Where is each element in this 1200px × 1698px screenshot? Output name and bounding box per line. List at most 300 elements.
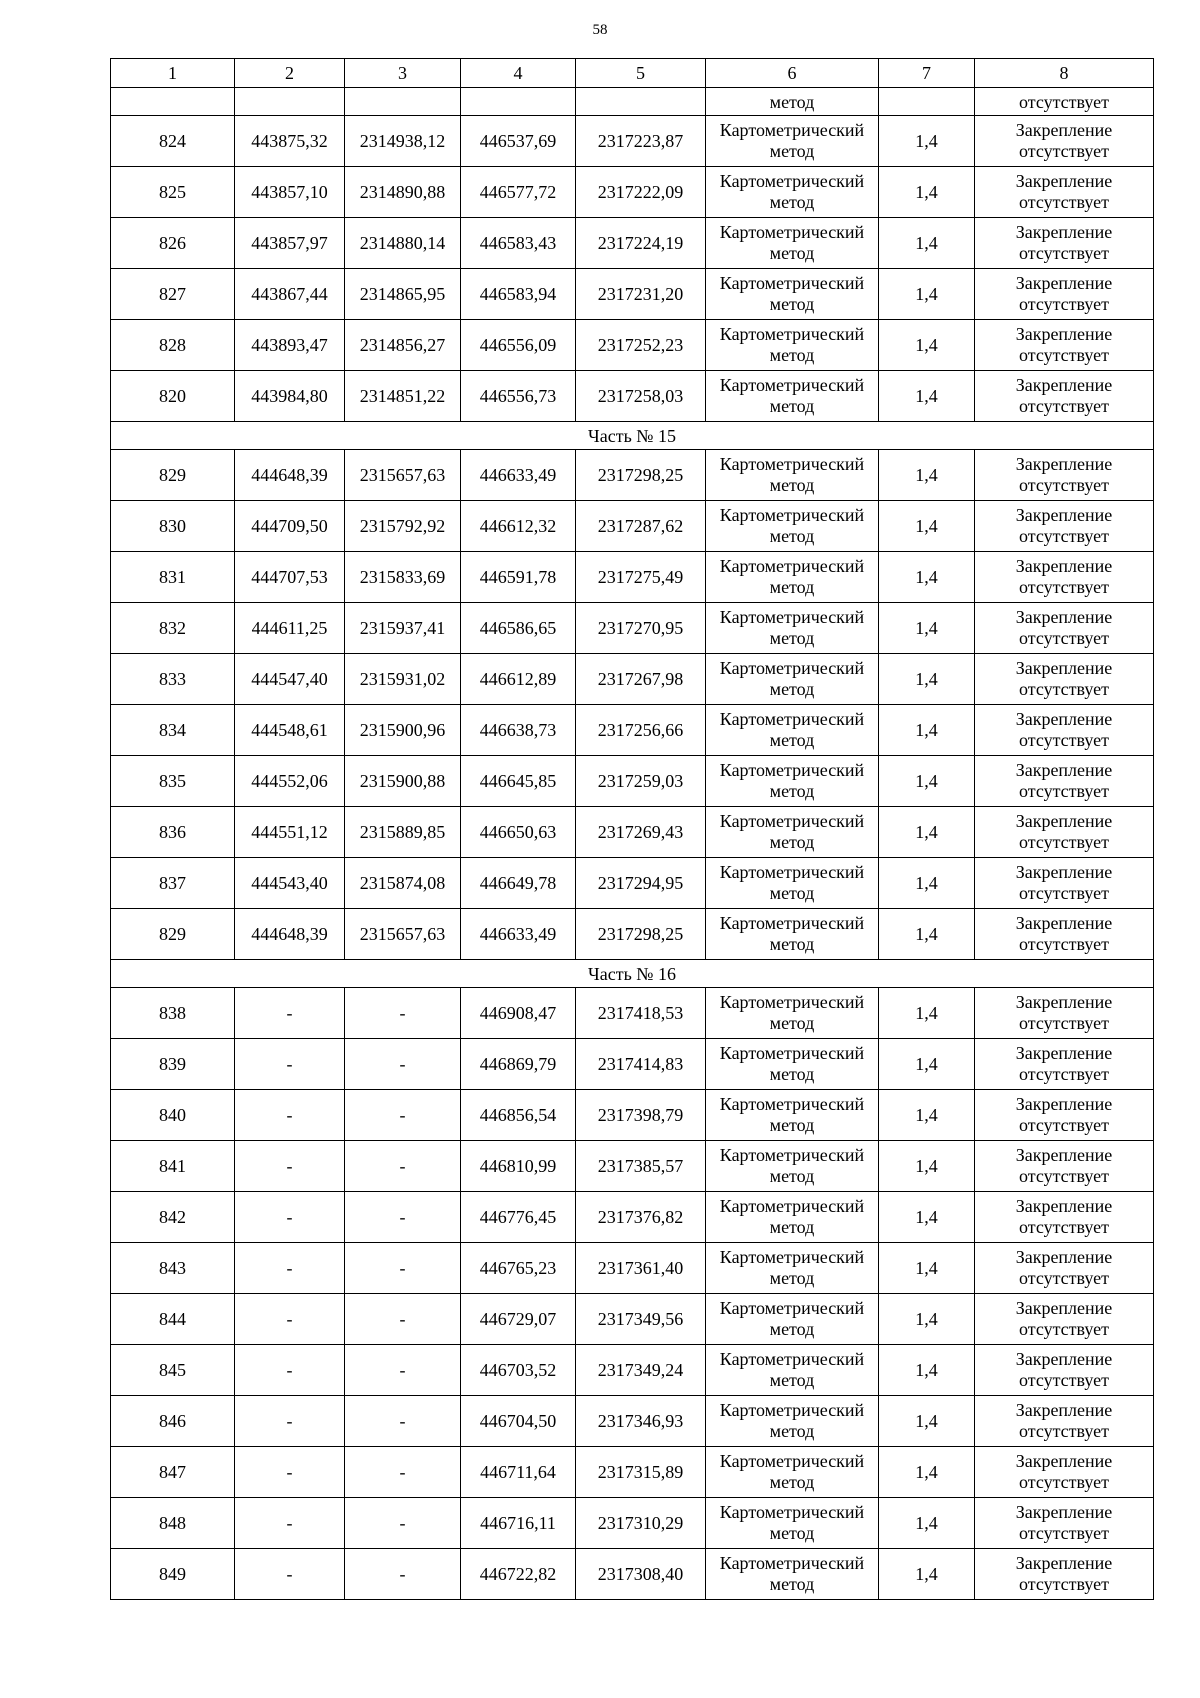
y-old-cell: 2315833,69: [345, 552, 461, 603]
y-old-cell: 2315657,63: [345, 909, 461, 960]
fixing-line: Закрепление: [1015, 171, 1113, 191]
point-number-cell: 845: [111, 1345, 235, 1396]
table-row: [111, 450, 1154, 501]
fixing-cell: [975, 1090, 1154, 1141]
fixing-line: Закрепление: [1015, 1553, 1113, 1573]
table-row: [111, 1396, 1154, 1447]
y-new-cell: 2317223,87: [576, 116, 706, 167]
method-line: метод: [769, 475, 815, 495]
fixing-cell: [975, 167, 1154, 218]
column-header: 1: [111, 59, 235, 88]
y-new-cell: 2317376,82: [576, 1192, 706, 1243]
method-line: метод: [769, 1064, 815, 1084]
y-new-cell: 2317252,23: [576, 320, 706, 371]
fixing-line: отсутствует: [1018, 475, 1110, 495]
x-new-cell: 446649,78: [461, 858, 576, 909]
method-line: метод: [769, 832, 815, 852]
method-line: Картометрический: [719, 505, 865, 525]
method-line: Картометрический: [719, 273, 865, 293]
method-line: метод: [769, 243, 815, 263]
x-old-cell: -: [235, 1396, 345, 1447]
table-cell: [111, 88, 235, 116]
accuracy-cell: 1,4: [879, 450, 975, 501]
table-row: [111, 1243, 1154, 1294]
fixing-line: отсутствует: [1018, 1064, 1110, 1084]
y-new-cell: 2317349,24: [576, 1345, 706, 1396]
fixing-line: Закрепление: [1015, 375, 1113, 395]
fixing-line: Закрепление: [1015, 1451, 1113, 1471]
column-header: 6: [706, 59, 879, 88]
coordinates-table: [110, 58, 1154, 1600]
table-row: [111, 807, 1154, 858]
point-number-cell: 836: [111, 807, 235, 858]
fixing-line: отсутствует: [1018, 832, 1110, 852]
x-new-cell: 446586,65: [461, 603, 576, 654]
fixing-line: отсутствует: [1018, 934, 1110, 954]
table-cell: [576, 88, 706, 116]
x-old-cell: 444707,53: [235, 552, 345, 603]
fixing-line: Закрепление: [1015, 505, 1113, 525]
accuracy-cell: 1,4: [879, 654, 975, 705]
method-line: Картометрический: [719, 658, 865, 678]
y-old-cell: -: [345, 1192, 461, 1243]
fixing-line: Закрепление: [1015, 1502, 1113, 1522]
x-old-cell: -: [235, 1141, 345, 1192]
method-line: метод: [769, 1115, 815, 1135]
y-new-cell: 2317222,09: [576, 167, 706, 218]
method-line: метод: [769, 141, 815, 161]
y-old-cell: 2315874,08: [345, 858, 461, 909]
y-new-cell: 2317259,03: [576, 756, 706, 807]
fixing-line: отсутствует: [1018, 243, 1110, 263]
x-new-cell: 446556,73: [461, 371, 576, 422]
y-old-cell: -: [345, 1243, 461, 1294]
fixing-line: отсутствует: [1018, 1319, 1110, 1339]
y-new-cell: 2317231,20: [576, 269, 706, 320]
method-line: метод: [769, 1166, 815, 1186]
x-old-cell: 444709,50: [235, 501, 345, 552]
x-new-cell: 446722,82: [461, 1549, 576, 1600]
y-old-cell: -: [345, 1447, 461, 1498]
method-cell: [706, 603, 879, 654]
x-old-cell: -: [235, 1498, 345, 1549]
method-line: Картометрический: [719, 222, 865, 242]
x-old-cell: 444548,61: [235, 705, 345, 756]
y-old-cell: 2314880,14: [345, 218, 461, 269]
method-cell: [706, 858, 879, 909]
x-new-cell: 446612,89: [461, 654, 576, 705]
fixing-line: Закрепление: [1015, 658, 1113, 678]
fixing-cell: [975, 1243, 1154, 1294]
point-number-cell: 833: [111, 654, 235, 705]
method-cell: [706, 320, 879, 371]
x-old-cell: 444543,40: [235, 858, 345, 909]
accuracy-cell: 1,4: [879, 167, 975, 218]
x-new-cell: 446869,79: [461, 1039, 576, 1090]
method-cell: [706, 807, 879, 858]
fixing-line: Закрепление: [1015, 120, 1113, 140]
y-new-cell: 2317287,62: [576, 501, 706, 552]
column-header: 7: [879, 59, 975, 88]
x-old-cell: -: [235, 1294, 345, 1345]
y-old-cell: -: [345, 1090, 461, 1141]
x-old-cell: 443893,47: [235, 320, 345, 371]
table-row: [111, 1498, 1154, 1549]
table-row: [111, 988, 1154, 1039]
point-number-cell: 828: [111, 320, 235, 371]
section-title: Часть № 16: [111, 960, 1154, 988]
method-cell: [706, 1396, 879, 1447]
accuracy-cell: 1,4: [879, 1243, 975, 1294]
fixing-line: отсутствует: [1018, 1472, 1110, 1492]
fixing-cell: [975, 988, 1154, 1039]
fixing-line: Закрепление: [1015, 1094, 1113, 1114]
table-row: [111, 371, 1154, 422]
table-row: [111, 320, 1154, 371]
fixing-cell: [975, 603, 1154, 654]
method-cell: [706, 1498, 879, 1549]
table-row: [111, 1141, 1154, 1192]
fixing-line: отсутствует: [1018, 1217, 1110, 1237]
method-line: метод: [769, 883, 815, 903]
y-new-cell: 2317269,43: [576, 807, 706, 858]
method-cell: [706, 1447, 879, 1498]
method-line: метод: [769, 1268, 815, 1288]
x-old-cell: -: [235, 1090, 345, 1141]
point-number-cell: 842: [111, 1192, 235, 1243]
method-line: метод: [769, 781, 815, 801]
fixing-cell: [975, 1396, 1154, 1447]
x-old-cell: -: [235, 1039, 345, 1090]
section-title-row: [111, 422, 1154, 450]
x-new-cell: 446591,78: [461, 552, 576, 603]
y-new-cell: 2317308,40: [576, 1549, 706, 1600]
method-cell: [706, 371, 879, 422]
x-old-cell: -: [235, 1549, 345, 1600]
table-row: [111, 654, 1154, 705]
x-new-cell: 446729,07: [461, 1294, 576, 1345]
method-line: Картометрический: [719, 760, 865, 780]
accuracy-cell: 1,4: [879, 603, 975, 654]
point-number-cell: 848: [111, 1498, 235, 1549]
fixing-cell: [975, 1345, 1154, 1396]
fixing-line: Закрепление: [1015, 760, 1113, 780]
y-new-cell: 2317298,25: [576, 909, 706, 960]
y-new-cell: 2317258,03: [576, 371, 706, 422]
fixing-line: Закрепление: [1015, 1145, 1113, 1165]
x-old-cell: 444551,12: [235, 807, 345, 858]
method-line: Картометрический: [719, 1400, 865, 1420]
table-row: [111, 218, 1154, 269]
method-line: метод: [769, 396, 815, 416]
x-old-cell: 443857,10: [235, 167, 345, 218]
x-new-cell: 446645,85: [461, 756, 576, 807]
table-cell: [235, 88, 345, 116]
method-cell: [706, 501, 879, 552]
fixing-line: Закрепление: [1015, 556, 1113, 576]
method-line: Картометрический: [719, 1451, 865, 1471]
point-number-cell: 849: [111, 1549, 235, 1600]
method-cell: [706, 988, 879, 1039]
fixing-cell: [975, 320, 1154, 371]
point-number-cell: 829: [111, 450, 235, 501]
fixing-line: Закрепление: [1015, 992, 1113, 1012]
y-new-cell: 2317294,95: [576, 858, 706, 909]
y-new-cell: 2317398,79: [576, 1090, 706, 1141]
continuation-row: [111, 88, 1154, 116]
method-cell: [706, 705, 879, 756]
x-new-cell: 446765,23: [461, 1243, 576, 1294]
fixing-line: отсутствует: [1018, 345, 1110, 365]
x-old-cell: -: [235, 1243, 345, 1294]
table-row: [111, 552, 1154, 603]
accuracy-cell: 1,4: [879, 756, 975, 807]
method-line: метод: [769, 1472, 815, 1492]
point-number-cell: 820: [111, 371, 235, 422]
method-line: метод: [769, 192, 815, 212]
fixing-cell: [975, 1294, 1154, 1345]
fixing-cell: [975, 218, 1154, 269]
point-number-cell: 838: [111, 988, 235, 1039]
point-number-cell: 843: [111, 1243, 235, 1294]
fixing-line: отсутствует: [1018, 396, 1110, 416]
accuracy-cell: 1,4: [879, 116, 975, 167]
accuracy-cell: 1,4: [879, 269, 975, 320]
fixing-cell: [975, 1447, 1154, 1498]
fixing-cell: [975, 1549, 1154, 1600]
x-old-cell: 444648,39: [235, 909, 345, 960]
method-line: Картометрический: [719, 811, 865, 831]
point-number-cell: 826: [111, 218, 235, 269]
accuracy-cell: 1,4: [879, 552, 975, 603]
method-cell: [706, 756, 879, 807]
fixing-line: Закрепление: [1015, 811, 1113, 831]
method-cell: [706, 1345, 879, 1396]
table-row: [111, 705, 1154, 756]
y-new-cell: 2317349,56: [576, 1294, 706, 1345]
accuracy-cell: 1,4: [879, 1447, 975, 1498]
method-cell: [706, 1192, 879, 1243]
fixing-line: отсутствует: [1018, 679, 1110, 699]
fixing-cell: [975, 1498, 1154, 1549]
method-cell: [706, 1039, 879, 1090]
point-number-cell: 847: [111, 1447, 235, 1498]
x-old-cell: 443857,97: [235, 218, 345, 269]
table-row: [111, 756, 1154, 807]
table-row: [111, 167, 1154, 218]
column-header: 8: [975, 59, 1154, 88]
x-old-cell: 444648,39: [235, 450, 345, 501]
x-new-cell: 446716,11: [461, 1498, 576, 1549]
method-cell: [706, 167, 879, 218]
y-old-cell: -: [345, 1498, 461, 1549]
fixing-line: отсутствует: [1018, 1370, 1110, 1390]
y-old-cell: 2315889,85: [345, 807, 461, 858]
fixing-line: отсутствует: [1018, 730, 1110, 750]
x-new-cell: 446583,94: [461, 269, 576, 320]
fixing-cell: [975, 552, 1154, 603]
y-new-cell: 2317224,19: [576, 218, 706, 269]
method-cell: [706, 116, 879, 167]
point-number-cell: 841: [111, 1141, 235, 1192]
accuracy-cell: 1,4: [879, 218, 975, 269]
method-line: Картометрический: [719, 375, 865, 395]
fixing-cell: [975, 501, 1154, 552]
fixing-line: отсутствует: [1018, 781, 1110, 801]
fixing-line: отсутствует: [1018, 526, 1110, 546]
fixing-cell: [975, 450, 1154, 501]
fixing-line: отсутствует: [1018, 1421, 1110, 1441]
fixing-line: отсутствует: [1018, 577, 1110, 597]
fixing-line: отсутствует: [1018, 1115, 1110, 1135]
point-number-cell: 835: [111, 756, 235, 807]
page-number: 58: [592, 22, 608, 38]
point-number-cell: 840: [111, 1090, 235, 1141]
method-cell: метод: [706, 88, 879, 116]
fixing-cell: [975, 116, 1154, 167]
fixing-line: Закрепление: [1015, 324, 1113, 344]
x-new-cell: 446583,43: [461, 218, 576, 269]
x-old-cell: -: [235, 1345, 345, 1396]
table-row: [111, 858, 1154, 909]
fixing-line: Закрепление: [1015, 222, 1113, 242]
fixing-line: отсутствует: [1018, 141, 1110, 161]
fixing-cell: [975, 1039, 1154, 1090]
method-line: метод: [769, 577, 815, 597]
column-header-row: [111, 59, 1154, 88]
method-line: Картометрический: [719, 913, 865, 933]
table-row: [111, 1447, 1154, 1498]
method-cell: [706, 1549, 879, 1600]
table-row: [111, 909, 1154, 960]
fixing-line: отсутствует: [1018, 1523, 1110, 1543]
x-new-cell: 446556,09: [461, 320, 576, 371]
table-row: [111, 116, 1154, 167]
fixing-line: отсутствует: [1018, 883, 1110, 903]
method-line: Картометрический: [719, 1196, 865, 1216]
fixing-cell: [975, 269, 1154, 320]
y-new-cell: 2317275,49: [576, 552, 706, 603]
y-old-cell: 2314856,27: [345, 320, 461, 371]
accuracy-cell: 1,4: [879, 858, 975, 909]
table-row: [111, 1345, 1154, 1396]
method-line: Картометрический: [719, 1502, 865, 1522]
column-header: 4: [461, 59, 576, 88]
method-line: Картометрический: [719, 1553, 865, 1573]
y-new-cell: 2317346,93: [576, 1396, 706, 1447]
method-line: Картометрический: [719, 862, 865, 882]
accuracy-cell: 1,4: [879, 1090, 975, 1141]
fixing-cell: [975, 858, 1154, 909]
table-row: [111, 1294, 1154, 1345]
accuracy-cell: 1,4: [879, 1192, 975, 1243]
fixing-cell: [975, 909, 1154, 960]
y-new-cell: 2317267,98: [576, 654, 706, 705]
x-old-cell: 444611,25: [235, 603, 345, 654]
fixing-cell: [975, 705, 1154, 756]
x-old-cell: -: [235, 1447, 345, 1498]
y-old-cell: 2315792,92: [345, 501, 461, 552]
y-new-cell: 2317414,83: [576, 1039, 706, 1090]
x-old-cell: 444547,40: [235, 654, 345, 705]
table-row: [111, 1549, 1154, 1600]
method-line: Картометрический: [719, 120, 865, 140]
method-cell: [706, 1141, 879, 1192]
fixing-line: Закрепление: [1015, 1196, 1113, 1216]
x-old-cell: 443867,44: [235, 269, 345, 320]
accuracy-cell: 1,4: [879, 371, 975, 422]
method-line: Картометрический: [719, 1094, 865, 1114]
y-old-cell: 2315900,88: [345, 756, 461, 807]
accuracy-cell: 1,4: [879, 1345, 975, 1396]
method-line: метод: [769, 1013, 815, 1033]
method-cell: [706, 1090, 879, 1141]
accuracy-cell: 1,4: [879, 988, 975, 1039]
table-body: [111, 59, 1154, 1600]
y-new-cell: 2317270,95: [576, 603, 706, 654]
method-line: метод: [769, 1421, 815, 1441]
y-new-cell: 2317385,57: [576, 1141, 706, 1192]
y-old-cell: 2314851,22: [345, 371, 461, 422]
point-number-cell: 831: [111, 552, 235, 603]
accuracy-cell: 1,4: [879, 909, 975, 960]
y-new-cell: 2317298,25: [576, 450, 706, 501]
method-line: метод: [769, 628, 815, 648]
method-cell: [706, 269, 879, 320]
method-line: метод: [769, 1370, 815, 1390]
accuracy-cell: 1,4: [879, 1396, 975, 1447]
point-number-cell: 824: [111, 116, 235, 167]
table-cell: [879, 88, 975, 116]
x-new-cell: 446577,72: [461, 167, 576, 218]
x-new-cell: 446856,54: [461, 1090, 576, 1141]
fixing-line: Закрепление: [1015, 454, 1113, 474]
method-line: Картометрический: [719, 324, 865, 344]
point-number-cell: 825: [111, 167, 235, 218]
column-header: 5: [576, 59, 706, 88]
fixing-line: Закрепление: [1015, 607, 1113, 627]
y-old-cell: -: [345, 1141, 461, 1192]
y-old-cell: -: [345, 1294, 461, 1345]
table-row: [111, 501, 1154, 552]
method-line: метод: [769, 345, 815, 365]
fixing-line: Закрепление: [1015, 1043, 1113, 1063]
accuracy-cell: 1,4: [879, 1039, 975, 1090]
point-number-cell: 846: [111, 1396, 235, 1447]
table-cell: [461, 88, 576, 116]
y-old-cell: 2314890,88: [345, 167, 461, 218]
method-line: метод: [769, 934, 815, 954]
fixing-line: Закрепление: [1015, 709, 1113, 729]
fixing-cell: [975, 371, 1154, 422]
method-line: Картометрический: [719, 171, 865, 191]
y-new-cell: 2317310,29: [576, 1498, 706, 1549]
section-title: Часть № 15: [111, 422, 1154, 450]
method-line: метод: [769, 1574, 815, 1594]
x-new-cell: 446650,63: [461, 807, 576, 858]
method-cell: [706, 450, 879, 501]
y-old-cell: -: [345, 1549, 461, 1600]
x-new-cell: 446810,99: [461, 1141, 576, 1192]
y-old-cell: 2315937,41: [345, 603, 461, 654]
fixing-line: отсутствует: [1018, 192, 1110, 212]
x-old-cell: 444552,06: [235, 756, 345, 807]
method-line: метод: [769, 294, 815, 314]
fixing-line: Закрепление: [1015, 913, 1113, 933]
method-line: метод: [769, 526, 815, 546]
y-new-cell: 2317361,40: [576, 1243, 706, 1294]
method-cell: [706, 1294, 879, 1345]
